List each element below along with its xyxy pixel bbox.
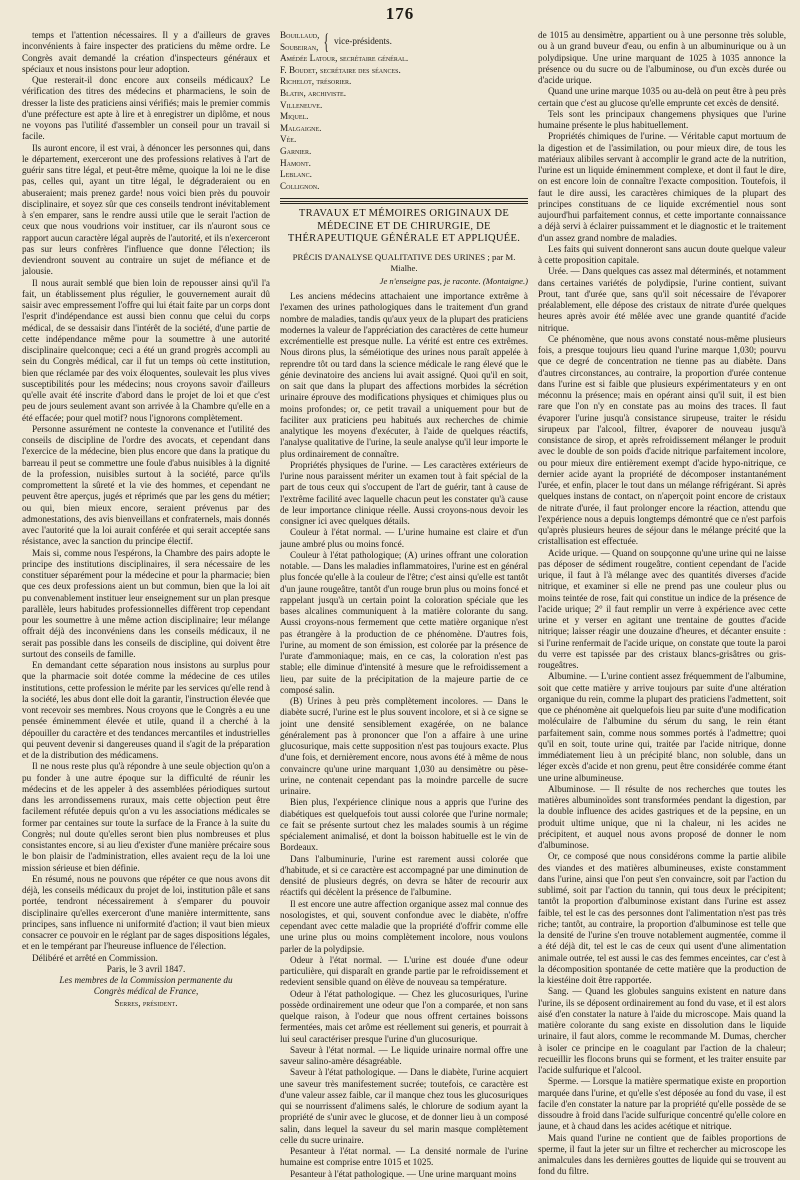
paragraph: Les anciens médecins attachaient une importance extrême à l'examen des urines pathologiques dans le traitement d'un grand nombre de maladies, tandis qu'aux yeux de la plupart des praticiens modernes la valeur de l'appréciation des caractères de cette humeur excrémentielle est presque nulle. La vérité est entre ces extrêmes. Nous dirons plus, la séméiotique des urines nous paraît appelée à reprendre tôt ou tard dans la science médicale le rang élevé que le génie devinatoire des anciens lui avait assigné. Quoi qu'il en soit, on sait que dans la plupart des affections morbides la sécrétion urinaire éprouve des modifications physiques et chimiques plus ou moins profondes; or, ce petit travail a uniquement pour but de faciliter aux praticiens peu habitués aux recherches de chimie analytique les moyens d'exécuter, à l'aide de quelques réactifs, l'analyse qualitative de l'urine, la seule analyse qu'il leur importe le plus ordinairement de connaître. xyxy=(280,291,528,459)
brace-glyph: { xyxy=(324,28,330,54)
left-column xyxy=(22,30,270,1110)
signature-line: Congrès médical de France, xyxy=(93,986,199,997)
member-name: Garnier. xyxy=(280,145,312,156)
member-name: Soubeiran, xyxy=(280,41,319,52)
paragraph: Il ne nous reste plus qu'à répondre à une seule objection qu'on a pu fonder à une autre époque sur la difficulté de réunir les médecins et de les appeler à des assemblées périodiques surtout dans les arrondissemens ruraux, mais cette objection peut être facilement réfutée depuis qu'on a vu les associations médicales se former par centaines sur toute la surface de la France à la suite du Congrès; nul doute qu'elles seront bien plus nombreuses et plus consistantes encore, si au lieu d'exister d'une manière précaire sous le bon plaisir de l'administration, elles avaient reçu de la loi une mission sérieuse et bien définie. xyxy=(22,761,270,873)
paragraph: Personne assurément ne conteste la convenance et l'utilité des conseils de discipline de l'ordre des avocats, et cependant dans l'exercice de la médecine, bien plus encore que dans la pratique du barreau il peut se commettre une foule d'abus nuisibles à la dignité de la profession, nuisibles surtout à la société, parce qu'ils compromettent la sûreté et la vie des hommes, et cependant ne peuvent être aperçus, jugés et réprimés que par les gens du métier; ou qui, bien mieux encore, seraient prévenus par des admonestations, des avis bienveillans et confraternels, mais donnés avec l'autorité que la loi aurait conférée et qui serait acceptée sans résistance, avec la sanction du principe électif. xyxy=(22,423,270,547)
president-signature: Serres, président. xyxy=(114,997,178,1008)
paragraph: Il est encore une autre affection organique assez mal connue des nosologistes, et qui, souvent confondue avec le diabète, n'offre cependant avec cette maladie que la propriété d'offrir comme elle une urine plus ou moins complètement incolore, nous voulons parler de la polydipsie. xyxy=(280,898,528,954)
paragraph: temps et l'attention nécessaires. Il y a d'ailleurs de graves inconvénients à faire inspecter des praticiens du même ordre. Le Congrès avait demandé la création d'inspecteurs généraux et spéciaux et nous insistons pour leur adoption. xyxy=(22,30,270,74)
paragraph: Pesanteur à l'état normal. — La densité normale de l'urine humaine est comprise entre 1015 et 1025. xyxy=(280,1146,528,1168)
paragraph: Acide urique. — Quand on soupçonne qu'une urine qui ne laisse pas déposer de sédiment rougeâtre, contient cependant de l'acide urique, il faut à l'à mélange avec des quantités diverses d'acide nitrique, et examiner si elle ne prend pas une couleur plus ou moins teintée de rose, fait qui constitue un indice de la présence de l'acide urique; 2° il faut remplir un verre à expérience avec cette urine et y verser en agitant une trentaine de gouttes d'acide nitrique; laisser réagir une douzaine d'heures, et décanter ensuite : si l'urine renfermait de l'acide urique, on constate que toute la paroi du verre est tapissée par des cristaux blancs-grisâtres ou gris-rougeâtres. xyxy=(538,547,786,670)
paragraph: Saveur à l'état pathologique. — Dans le diabète, l'urine acquiert une saveur très manifestement sucrée; toutefois, ce caractère est d'une valeur assez faible, car il manque chez tous les glucosuriques qui se nourrissent d'alimens salés, le chlorure de sodium ayant la propriété de s'unir avec le glucose, et de donner lieu à un composé salin, dans lequel la saveur du sel marin masque complètement celle du sucre urinaire. xyxy=(280,1067,528,1145)
paragraph: Que resterait-il donc encore aux conseils médicaux? Le vérification des titres des médecins et pharmaciens, le soin de dresser la liste des praticiens ainsi vérifiés; mais le premier commis d'une préfecture est apte à lire et à enregistrer un diplôme, et nous ne voyons pas l'utilité d'assembler un conseil pour un travail si facile. xyxy=(22,75,270,142)
place-date: Paris, le 3 avril 1847. xyxy=(106,963,186,974)
member-name: F. Boudet, secrétaire des séances. xyxy=(280,64,401,75)
paragraph: Albumine. — L'urine contient assez fréquemment de l'albumine, soit que cette matière y arrive toujours par suite d'une altération organique du rein, comme la plupart des praticiens l'admettent, soit que ce phénomène ait quelquefois lieu par suite d'une modification moléculaire de l'albumine du sérum du sang, le rein étant parfaitement sain, comme nous sommes portés à l'admettre; quoi qu'il en soit, toute urine qui, traitée par l'acide nitrique, donne immédiatement lieu à un précipité blanc, non soluble, dans un léger excès d'acide et non grenu, peut être considérée comme étant une urine albumineuse. xyxy=(538,671,786,783)
paragraph: Il nous aurait semblé que bien loin de repousser ainsi qu'il l'a fait, un établissement plus régulier, le gouvernement aurait dû saisir avec empressement l'offre qui lui était faite par un corps dont l'esprit d'indépendance est aussi bien connu que celui du corps médical, de se dessaisir dans l'intérêt de la société, d'une partie de cette indépendance même pour la soumettre à une autorité disciplinaire quelconque; ceci a été un grand progrès accompli au sein du Congrès médical, car il fut un temps où cette institution, bien que réclamée par des voix éloquentes, soulevait les plus vives susceptibilités pour les médecins; nous croyons savoir d'ailleurs qu'elle avait été inscrite d'abord dans le projet de loi et que c'est peu de jours seulement avant son arrivée à la Chambre qu'elle en a été effacée; pour quel motif? nous l'ignorons complètement. xyxy=(22,277,270,423)
member-name: Miquel. xyxy=(280,111,309,122)
member-name: Hamont. xyxy=(280,157,311,168)
paragraph: Ils auront encore, il est vrai, à dénoncer les personnes qui, dans le département, exerceront une des professions relatives à l'art de guérir sans titre légal, et peut-être même, quoique la loi ne le dise pas, celles qui, ayant un titre légal, le dégraderaient ou en abuseraient; mais prenez garde! nous voici bien près du pouvoir disciplinaire, et soyez sûr que ces conseils tendront inévitablement à s'en emparer, sans le rendre aussi utile que le serait l'action de ceux que nous voudrions voir instituer, car ils n'auront sous ce rapport aucun caractère légal auprès de l'autorité, et ils n'exerceront pas sur leurs confrères l'influence que donne l'élection; ils deviendront souvent au contraire un sujet de méfiance et de jalousie. xyxy=(22,142,270,277)
commission-members xyxy=(280,30,528,192)
right-column xyxy=(538,30,786,1177)
member-name: Blatin, archiviste. xyxy=(280,87,347,98)
epigraph: Je n'enseigne pas, je raconte. (Montaigne.) xyxy=(379,275,528,286)
paragraph: Couleur à l'état normal. — L'urine humaine est claire et d'un jaune ambré plus ou moins foncé. xyxy=(280,527,528,549)
paragraph: Or, ce composé que nous considérons comme la partie alibile des viandes et des matières albumineuses, existe constamment dans l'urine, ainsi que l'on peut s'en convaincre, soit par l'action du sublimé, soit par l'action du tannin, qui tous deux le précipitent; tantôt la proportion d'albuminose existant dans l'urine est assez faible, tel est le cas des personnes dont l'alimentation n'est pas très riche; tantôt, au contraire, la proportion d'albuminose est telle que la densité de l'urine s'en trouve notablement augmentée, comme il a été déjà dit, tel est le cas de ceux qui usent d'une alimentation animale outrée, tel est aussi le cas des femmes enceintes, car c'est à la décomposition spontanée de cette matière que la production de la kiestéine doit être rapportée. xyxy=(538,851,786,985)
signature-line: Les membres de la Commission permanente du xyxy=(59,975,233,985)
paragraph: Propriétés physiques de l'urine. — Les caractères extérieurs de l'urine nous paraissent mériter un examen tout à fait spécial de la part de tous ceux qui s'occupent de l'art de guérir, tant à cause de l'extrême facilité avec laquelle chacun peut les constater qu'à cause de leur importance clinique réelle. Aussi croyons-nous devoir les consigner ici avec quelques détails. xyxy=(280,459,528,527)
divider xyxy=(280,201,528,204)
member-name: Villeneuve. xyxy=(280,99,323,110)
paragraph: (B) Urines à peu près complètement incolores. — Dans le diabète sucré, l'urine est le plus souvent incolore, et si à ce signe se joint une densité sensiblement exagérée, on ne balance généralement pas à prononcer que l'on a affaire à une urine glucosurique, mais cette supposition n'est pas toujours exacte. Plus d'une fois, et dernièrement encore, nous avons été à même de nous convaincre qu'une urine marquant 1,030 au densimètre ou pèse-urine, ne contenait cependant pas la moindre parcelle de sucre urinaire. xyxy=(280,696,528,797)
member-name: Bouillaud, xyxy=(280,30,320,40)
divider xyxy=(280,198,528,199)
section-title: TRAVAUX ET MÉMOIRES ORIGINAUX DE MÉDECINE ET DE CHIRURGIE, DE THÉRAPEUTIQUE GÉNÉRALE ET APPLIQUÉE. xyxy=(287,208,521,245)
paragraph: Quand une urine marque 1035 ou au-delà on peut être à peu près certain que c'est au glucose qu'elle emprunte cet excès de densité. xyxy=(538,86,786,108)
paragraph: Urée. — Dans quelques cas assez mal déterminés, et notamment dans certaines variétés de polydipsie, l'urine contient, suivant Prout, tant d'urée que, sans qu'il soit nécessaire de l'évaporer préalablement, elle dépose des cristaux de nitrate d'urée quelques heures après avoir été mêlée avec une grande quantité d'acide nitrique. xyxy=(538,266,786,333)
paragraph: Ce phénomène, que nous avons constaté nous-même plusieurs fois, a presque toujours lieu quand l'urine marque 1,030; pourvu que ce degré de concentration ne tienne pas au diabète. Dans d'autres circonstances, au contraire, la proportion d'urée contenue dans l'urine est si faible que plusieurs expérimentateurs y en ont méconnu la présence; mais en opérant ainsi qu'il suit, il est bien rare que l'on n'y en constate pas au moins des traces. Il faut évaporer l'urine jusqu'à consistance sirupeuse, traiter le résidu sirupeux par l'alcool, filtrer, évaporer de nouveau jusqu'à consistance de sirop, et après refroidissement mélanger le produit avec le double de son poids d'acide nitrique parfaitement incolore, ou pour mieux dire entièrement exempt d'acide hypo-nitrique, ce dernier acide ayant la propriété de décomposer instantanément l'urée, et enfin, placer le tout dans un mélange réfrigérant. Si après quelques instans de contact, on n'aperçoit point encore de cristaux de nitrate d'urée, il faut prolonger encore la réaction, attendu que l'expérience nous a depuis longtemps démontré que ce n'est parfois qu'après plusieurs heures de séjour dans le mélange précité que la cristallisation est effectuée. xyxy=(538,333,786,547)
member-name: Amédée Latour, secrétaire général. xyxy=(280,53,409,64)
member-name: Leblanc. xyxy=(280,169,312,180)
paragraph: de 1015 au densimètre, appartient ou à une personne très soluble, ou à un grand buveur d'eau, ou enfin à un albuminurique ou à un polydipsique. Une urine marquant de 1025 à 1035 annonce la présence ou du sucre ou de l'albuminose, ou d'un excès durée ou d'acide urique. xyxy=(538,30,786,85)
paragraph: Saveur à l'état normal. — Le liquide urinaire normal offre une saveur salino-amère désagréable. xyxy=(280,1044,528,1067)
page-number: 176 xyxy=(385,4,415,23)
text-columns xyxy=(22,28,786,1179)
paragraph: Couleur à l'état pathologique; (A) urines offrant une coloration notable. — Dans les maladies inflammatoires, l'urine est en général plus foncée qu'elle à la couleur de l'être; c'est ainsi qu'elle est tantôt d'un jaune rougeâtre, tantôt d'un rouge brun plus ou moins foncé et rappelant jusqu'à un certain point la coloration spéciale que les bases alcalines communiquent à la matière colorante du sang. Aussi croyons-nous fermement que cette matière organique n'est pas étrangère à la production de ce phénomène. D'autres fois, l'urine, au moment de son émission, est colorée par la présence de l'urate d'ammoniaque; mais, en ce cas, la coloration n'est pas stable; elle diminue d'intensité à mesure que le refroidissement a lieu, par suite de la précipitation de la majeure partie de ce composé salin. xyxy=(280,549,528,695)
paragraph: Albuminose. — Il résulte de nos recherches que toutes les matières albuminoïdes sont transformées pendant la digestion, par la double influence des acides gastriques et de la pepsine, en un produit ultime unique, que ni la chaleur, ni les acides ne précipitent, et auquel nous avons proposé de donner le nom d'albuminose. xyxy=(538,783,786,850)
paragraph: En demandant cette séparation nous insistons au surplus pour que la pharmacie soit dotée comme la médecine de ces utiles institutions, cette profession le mérite par les services qu'elle rend à la société, les abus dont elle doit la garantir, l'instruction élevée que vont recevoir ses membres. Nous croyons que le Congrès a eu une pensée éminemment élevée et utile, quand il a cherché à la dépouiller du caractère et des tendances mercantiles et industrielles qui peuvent devenir si dangereuses quand il s'agit de la préparation et de la distribution des médicamens. xyxy=(22,660,270,760)
member-name: Malgaigne. xyxy=(280,122,322,133)
paragraph: Odeur à l'état normal. — L'urine est douée d'une odeur particulière, qui disparaît en grande partie par le refroidissement et redevient sensible quand on élève de nouveau sa température. xyxy=(280,954,528,988)
paragraph: Pesanteur à l'état pathologique. — Une urine marquant moins xyxy=(290,1168,517,1179)
article-title: PRÉCIS D'ANALYSE QUALITATIVE DES URINES ; par M. Mialhe. xyxy=(292,251,516,273)
paragraph: Sperme. — Lorsque la matière spermatique existe en proportion marquée dans l'urine, et qu'elle s'est déposée au fond du vase, il est facile d'en constater la nature par la propriété qu'elle possède de se dissoudre à froid dans l'acide sulfurique concentré qu'elle colore en jaune, et à chaud dans les acides acétique et nitrique. xyxy=(538,1076,786,1132)
paragraph: Mais quand l'urine ne contient que de faibles proportions de sperme, il faut la jeter sur un filtre et rechercher au microscope les animalcules dans les dernières gouttes de liquide qui se trouvent au fond du filtre. xyxy=(538,1132,786,1177)
paragraph: Odeur à l'état pathologique. — Chez les glucosuriques, l'urine possède ordinairement une odeur que l'on a comparée, et non sans quelque raison, à l'odeur que nous offrent certaines boissons fermentées, mais cet arôme est réellement sui generis, et pourrait à lui seul caractériser presque l'urine d'un glucosurique. xyxy=(280,988,528,1044)
middle-column xyxy=(280,28,528,1179)
member-name: Collignon. xyxy=(280,180,320,191)
paragraph: Mais si, comme nous l'espérons, la Chambre des pairs adopte le principe des institutions disciplinaires, il sera nécessaire de les constituer séparément pour la médecine et pour la pharmacie; bien que ces deux professions aient un but commun, bien que la loi ait pu convenablement instituer leur enseignement sur un plan presque parallèle, leurs habitudes professionnelles diffèrent trop cependant pour les soumettre à une même action disciplinaire; leur mélange offrait déjà des inconvéniens dans les conseils médicaux, il ne serait pas possible dans les conseils de discipline, qui doivent être surtout des conseils de famille. xyxy=(22,547,270,659)
paragraph: Bien plus, l'expérience clinique nous a appris que l'urine des diabétiques est quelquefois tout aussi colorée que l'urine normale; ce fait se présente surtout chez les malades soumis à un régime spécialement animalisé, et dont la boisson habituelle est le vin de Bordeaux. xyxy=(280,797,528,853)
vice-presidents-label: vice-présidents. xyxy=(333,35,392,46)
paragraph: Les faits qui suivent donneront sans aucun doute quelque valeur à cette proposition capitale. xyxy=(538,243,786,265)
paragraph: En résumé, nous ne pouvons que répéter ce que nous avons dit déjà, les conseils médicaux du projet de loi, institution pâle et sans portée, tendront nécessairement à s'emparer du pouvoir disciplinaire qu'elles exerceront d'une manière intermittente, sans principes, sans influence ni uniformité d'action; il vaut bien mieux consacrer ce pouvoir en le réglant par de sages dispositions légales, et en le tempérant par l'heureuse influence de l'élection. xyxy=(22,873,270,952)
paragraph: Propriétés chimiques de l'urine. — Véritable caput mortuum de la digestion et de l'assimilation, ou pour mieux dire, de tous les matériaux alibiles servant à accomplir le grand acte de la nutrition, l'urine est un liquide éminemment complexe, et dont il faut le dire, on est encore loin de connaître l'exacte composition. Toutefois, il faut le dire aussi, les caractères chimiques de la plupart des principes constituans de ce liquide excrémentiel nous sont aujourd'hui parfaitement connus, et cette importante connaissance a déjà servi à éclairer puissamment et le diagnostic et le traitement d'un assez grand nombre de maladies. xyxy=(538,131,786,243)
paragraph: Sang. — Quand les globules sanguins existent en nature dans l'urine, ils se déposent ordinairement au fond du vase, et il est alors aisé d'en constater la nature à l'aide du microscope. Mais quand la matière colorante du sang existe en dissolution dans le liquide urinaire, il faut alors, comme le recommande M. Dumas, chercher à isoler ce principe en le coagulant par l'action de la chaleur; recueillir les flocons bruns qui se forment, et les traiter ensuite par l'acide sulfurique et l'alcool. xyxy=(538,986,786,1075)
paragraph: Tels sont les principaux changemens physiques que l'urine humaine présente le plus habituellement. xyxy=(538,108,786,130)
paragraph: Dans l'albuminurie, l'urine est rarement aussi colorée que d'habitude, et si ce caractère est accompagné par une diminution de densité de plusieurs degrés, on devra se hâter de recourir aux réactifs qui décèlent la présence de l'albumine. xyxy=(280,853,528,898)
member-name: Richelot, trésorier. xyxy=(280,76,352,87)
member-name: Vée. xyxy=(280,134,297,145)
vice-presidents xyxy=(280,30,528,53)
paragraph: Délibéré et arrêté en Commission. xyxy=(32,952,158,963)
